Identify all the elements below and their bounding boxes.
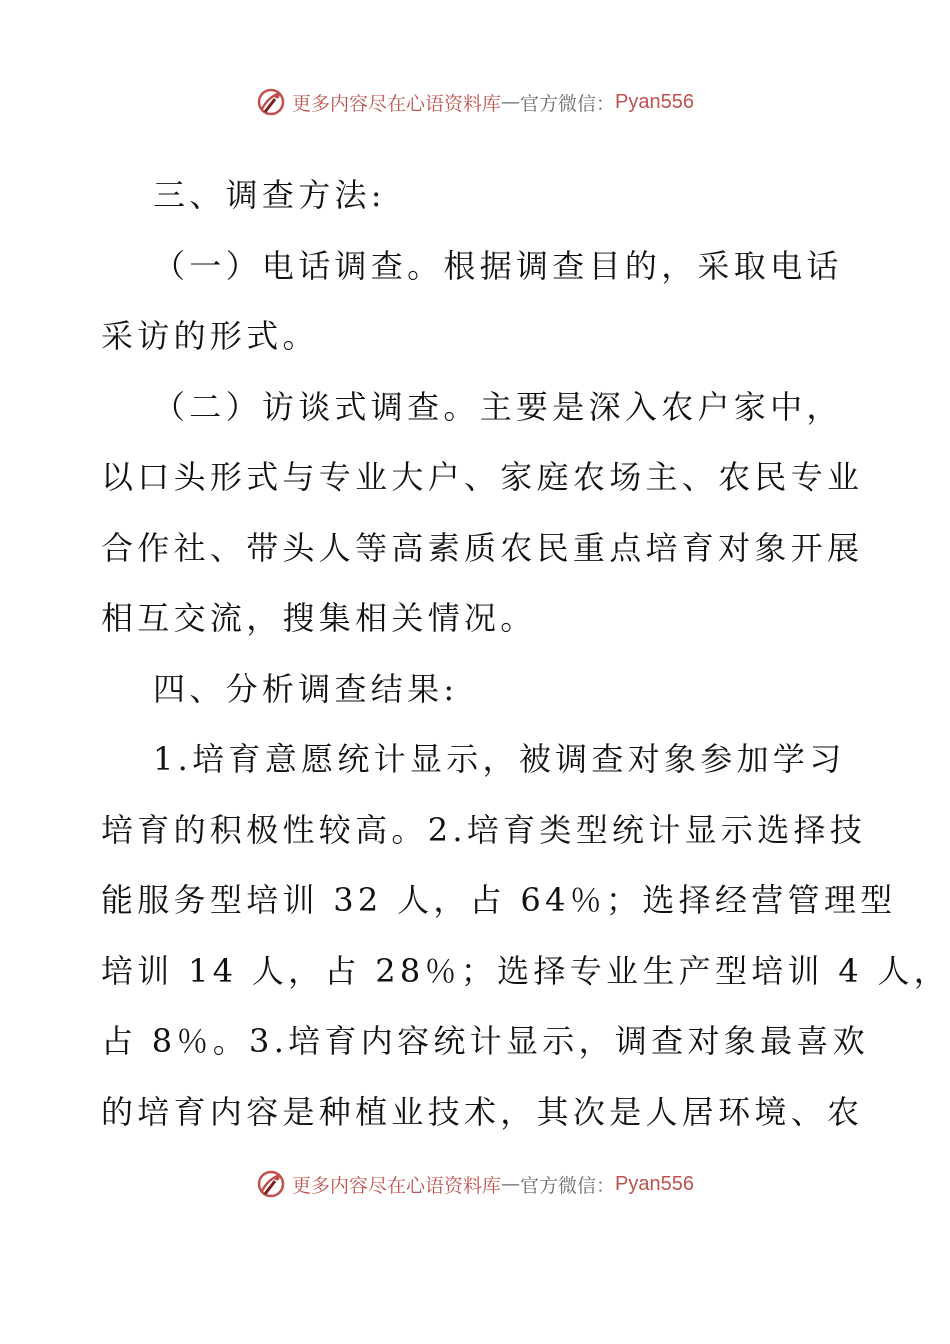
paragraph-line: （一）电话调查。根据调查目的，采取电话 bbox=[153, 246, 843, 285]
footer-banner bbox=[0, 1166, 950, 1202]
banner-title: 更多内容尽在心语资料库 bbox=[292, 92, 502, 115]
paragraph-line: 以口头形式与专业大户、家庭农场主、农民专业 bbox=[101, 458, 864, 496]
section-heading-methods: 三、调查方法: bbox=[153, 176, 386, 214]
paragraph-line: 培育的积极性较高。2.培育类型统计显示选择技 bbox=[101, 810, 867, 849]
banner-title: 更多内容尽在心语资料库 bbox=[292, 1174, 502, 1197]
banner-wechat-id: Pyan556 bbox=[615, 90, 694, 113]
paragraph-line: 能服务型培训 32 人，占 64％；选择经营管理型 bbox=[101, 881, 897, 919]
paragraph-line: 相互交流，搜集相关情况。 bbox=[101, 599, 537, 637]
document-body bbox=[101, 160, 950, 1147]
banner-wechat-id: Pyan556 bbox=[615, 1172, 694, 1195]
paragraph-line: 1.培育意愿统计显示，被调查对象参加学习 bbox=[153, 740, 846, 778]
brand-logo-icon bbox=[256, 1169, 286, 1199]
banner-dash: — bbox=[501, 1173, 521, 1195]
paragraph-line: 的培育内容是种植业技术，其次是人居环境、农 bbox=[101, 1092, 864, 1131]
banner-dash: — bbox=[501, 91, 521, 113]
section-heading-results: 四、分析调查结果: bbox=[153, 669, 459, 708]
paragraph-line: （二）访谈式调查。主要是深入农户家中， bbox=[153, 387, 843, 426]
paragraph-line: 合作社、带头人等高素质农民重点培育对象开展 bbox=[101, 528, 864, 567]
paragraph-line: 占 8％。3.培育内容统计显示，调查对象最喜欢 bbox=[101, 1022, 869, 1060]
banner-wechat-label: 官方微信： bbox=[520, 1174, 616, 1197]
paragraph-line: 培训 14 人，占 28％；选择专业生产型培训 4 人， bbox=[101, 951, 950, 990]
brand-logo-icon bbox=[256, 87, 286, 117]
header-banner bbox=[0, 84, 950, 120]
paragraph-line: 采访的形式。 bbox=[101, 317, 319, 355]
banner-wechat-label: 官方微信： bbox=[520, 92, 616, 115]
